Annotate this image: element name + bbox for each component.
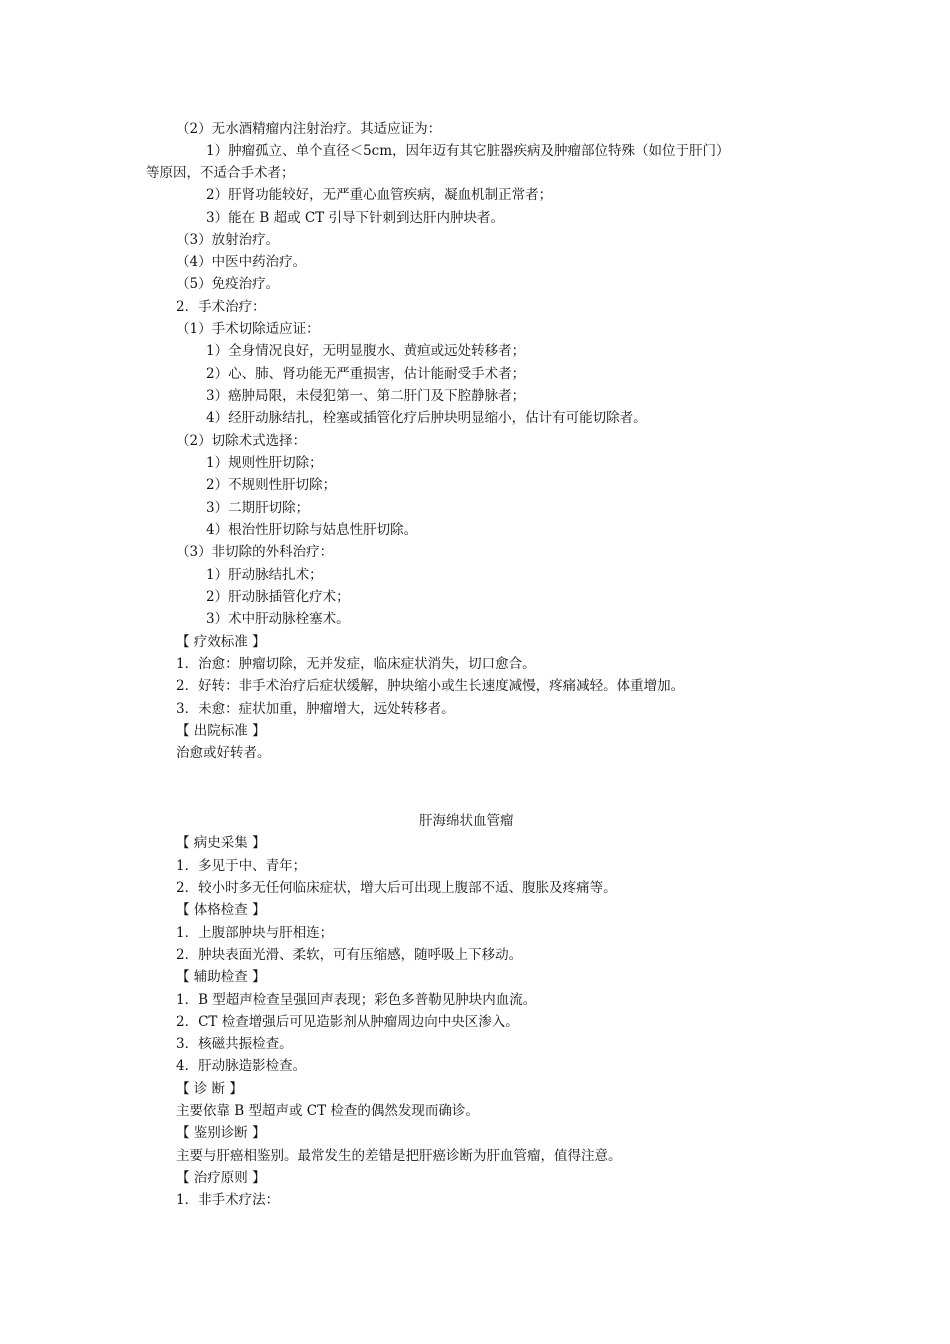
section-heading: 【 出院标准 】	[176, 723, 266, 739]
text-line: 3．未愈：症状加重，肿瘤增大，远处转移者。	[176, 701, 455, 717]
text-line: 1．多见于中、青年；	[176, 858, 307, 874]
text-line: 1）肿瘤孤立、单个直径＜5cm，因年迈有其它脏器疾病及肿瘤部位特殊（如位于肝门）	[206, 143, 730, 159]
text-line: （4）中医中药治疗。	[176, 254, 307, 270]
text-line: 2）不规则性肝切除；	[206, 477, 337, 493]
text-line: 2．手术治疗：	[176, 299, 266, 315]
section-heading: 【 辅助检查 】	[176, 969, 266, 985]
text-line: 3）能在 B 超或 CT 引导下针刺到达肝内肿块者。	[206, 210, 505, 226]
text-line: （3）非切除的外科治疗：	[176, 544, 334, 560]
text-line: （3）放射治疗。	[176, 232, 280, 248]
text-line: 2）肝肾功能较好，无严重心血管疾病，凝血机制正常者；	[206, 187, 553, 203]
text-line: 2．较小时多无任何临床症状，增大后可出现上腹部不适、腹胀及疼痛等。	[176, 880, 617, 896]
text-line: 主要依靠 B 型超声或 CT 检查的偶然发现而确诊。	[176, 1103, 479, 1119]
text-line: 4）根治性肝切除与姑息性肝切除。	[206, 522, 418, 538]
section-heading: 【 诊 断 】	[176, 1081, 243, 1097]
section-heading: 【 治疗原则 】	[176, 1170, 266, 1186]
text-line: 3．核磁共振检查。	[176, 1036, 293, 1052]
text-line: 2．好转：非手术治疗后症状缓解，肿块缩小或生长速度减慢，疼痛减轻。体重增加。	[176, 678, 685, 694]
text-line: 2）肝动脉插管化疗术；	[206, 589, 350, 605]
section-heading: 【 鉴别诊断 】	[176, 1125, 266, 1141]
text-line: 等原因，不适合手术者；	[146, 165, 295, 181]
text-line: 3）术中肝动脉栓塞术。	[206, 611, 350, 627]
text-line: 1）肝动脉结扎术；	[206, 567, 323, 583]
text-line: 2．肿块表面光滑、柔软，可有压缩感，随呼吸上下移动。	[176, 947, 523, 963]
text-line: （1）手术切除适应证：	[176, 321, 320, 337]
text-line: 4）经肝动脉结扎，栓塞或插管化疗后肿块明显缩小，估计有可能切除者。	[206, 410, 647, 426]
text-line: 3）二期肝切除；	[206, 500, 310, 516]
text-line: （2）无水酒精瘤内注射治疗。其适应证为：	[176, 121, 442, 137]
text-line: （2）切除术式选择：	[176, 433, 307, 449]
text-line: 1．治愈：肿瘤切除，无并发症，临床症状消失，切口愈合。	[176, 656, 536, 672]
text-line: 1．非手术疗法：	[176, 1192, 280, 1208]
section-heading: 【 病史采集 】	[176, 835, 266, 851]
text-line: 1）规则性肝切除；	[206, 455, 323, 471]
text-line: 3）癌肿局限，未侵犯第一、第二肝门及下腔静脉者；	[206, 388, 526, 404]
text-line: 2．CT 检查增强后可见造影剂从肿瘤周边向中央区渗入。	[176, 1014, 519, 1030]
text-line: 治愈或好转者。	[176, 745, 271, 761]
text-line: 1．上腹部肿块与肝相连；	[176, 925, 334, 941]
text-line: （5）免疫治疗。	[176, 276, 280, 292]
text-line: 1）全身情况良好，无明显腹水、黄疸或远处转移者；	[206, 343, 526, 359]
text-line: 2）心、肺、肾功能无严重损害，估计能耐受手术者；	[206, 366, 526, 382]
text-line: 1．B 型超声检查呈强回声表现；彩色多普勒见肿块内血流。	[176, 992, 537, 1008]
text-line: 主要与肝癌相鉴别。最常发生的差错是把肝癌诊断为肝血管瘤，值得注意。	[176, 1148, 622, 1164]
section-heading: 【 疗效标准 】	[176, 634, 266, 650]
article-title: 肝海绵状血管瘤	[419, 813, 514, 829]
text-line: 4．肝动脉造影检查。	[176, 1058, 307, 1074]
section-heading: 【 体格检查 】	[176, 902, 266, 918]
